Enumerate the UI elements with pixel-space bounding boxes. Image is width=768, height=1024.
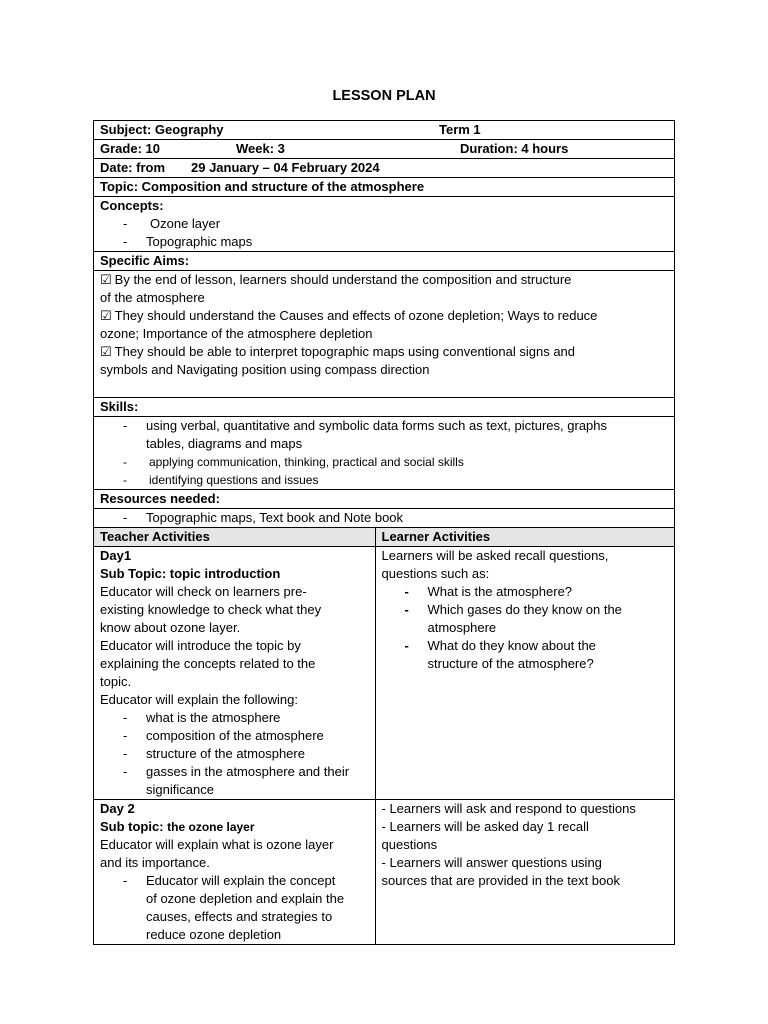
concepts-list (100, 215, 668, 251)
list-item: - Educator will explain the concept of ozone depletion and explain the causes, effects and strategies to reduce ozone depletion (100, 872, 369, 944)
list-item: - Topographic maps, Text book and Note book (100, 509, 668, 527)
aims-heading: Specific Aims: (94, 252, 675, 271)
week-label: Week: 3 (236, 141, 285, 156)
term-label: Term 1 (439, 122, 481, 137)
list-item: - gasses in the atmosphere and their significance (100, 763, 369, 799)
grade-row (94, 140, 675, 159)
subject-row (94, 121, 675, 140)
date-value: 29 January – 04 February 2024 (191, 160, 380, 175)
list-item: - Topographic maps (100, 233, 668, 251)
day1-learner-cell: Learners will be asked recall questions, questions such as: - What is the atmosphere? - Which gases do they know on the atmosphere - What do they know about the structure of the atmosphere? (375, 547, 674, 800)
subtopic-label: Sub Topic: topic introduction (100, 566, 281, 581)
concepts-row (94, 197, 675, 252)
day-label: Day1 (100, 548, 132, 563)
list-item: - using verbal, quantitative and symbolic data forms such as text, pictures, graphs tables, diagrams and maps (100, 417, 668, 453)
resources-row (94, 509, 675, 528)
document-title: LESSON PLAN (332, 88, 436, 104)
list-item: - Which gases do they know on the atmosphere (382, 601, 668, 637)
aim-item: ☑ They should understand the Causes and effects of ozone depletion; Ways to reduce ozone; Importance of the atmosphere depletion (100, 308, 598, 341)
day2-teacher-list (100, 872, 369, 944)
duration-label: Duration: 4 hours (460, 141, 569, 156)
teacher-activities-header: Teacher Activities (94, 528, 376, 547)
list-item: - applying communication, thinking, practical and social skills (100, 453, 668, 471)
day1-row (94, 547, 675, 800)
aim-item: ☑ By the end of lesson, learners should understand the composition and structure of the atmosphere (100, 272, 572, 305)
day1-teacher-list (100, 709, 369, 799)
learner-activities-header: Learner Activities (375, 528, 674, 547)
day2-teacher-cell: Day 2 Sub topic: the ozone layer Educator will explain what is ozone layer and its importance. - Educator will explain the concept of ozone depletion and explain the causes, effects and strategies to reduce ozone depletion (94, 800, 376, 945)
skills-row (94, 417, 675, 490)
checkbox-icon: ☑ (100, 272, 112, 287)
checkbox-icon: ☑ (100, 308, 112, 323)
topic-text: Topic: Composition and structure of the atmosphere (94, 178, 675, 197)
day2-learner-cell: - Learners will ask and respond to questions - Learners will be asked day 1 recall questions - Learners will answer questions using sources that are provided in the text book (375, 800, 674, 945)
list-item: - identifying questions and issues (100, 471, 668, 489)
list-item: - structure of the atmosphere (100, 745, 369, 763)
list-item: - What is the atmosphere? (382, 583, 668, 601)
grade-label: Grade: 10 (100, 141, 160, 156)
aim-item: ☑ They should be able to interpret topographic maps using conventional signs and symbols and Navigating position using compass direction (100, 344, 576, 377)
lesson-plan-table (93, 120, 675, 945)
resources-heading: Resources needed: (94, 490, 675, 509)
subtopic-label: Sub topic: the ozone layer (100, 819, 255, 834)
checkbox-icon: ☑ (100, 344, 112, 359)
day1-learner-list (382, 583, 668, 673)
list-item: - what is the atmosphere (100, 709, 369, 727)
skills-heading: Skills: (94, 398, 675, 417)
concepts-heading: Concepts: (100, 198, 164, 213)
subject-label: Subject: Geography (100, 122, 224, 137)
list-item: - Ozone layer (100, 215, 668, 233)
resources-list (100, 509, 668, 527)
day2-row (94, 800, 675, 945)
date-row (94, 159, 675, 178)
skills-list (100, 417, 668, 489)
resources-heading-row (94, 490, 675, 509)
aims-row (94, 271, 675, 398)
list-item: - What do they know about the structure of the atmosphere? (382, 637, 668, 673)
list-item: - composition of the atmosphere (100, 727, 369, 745)
day-label: Day 2 (100, 801, 135, 816)
topic-row (94, 178, 675, 197)
activities-header-row (94, 528, 675, 547)
date-label: Date: from (100, 160, 166, 175)
day1-teacher-cell: Day1 Sub Topic: topic introduction Educator will check on learners pre- existing knowledge to check what they know about ozone layer. Educator will introduce the topic by explaining the concepts related to the topic. Educator will explain the following: - what is the atmosphere - composition of the atmosphere - structure of the atmosphere - gasses in the atmosphere and their significance (94, 547, 376, 800)
skills-heading-row (94, 398, 675, 417)
aims-heading-row (94, 252, 675, 271)
